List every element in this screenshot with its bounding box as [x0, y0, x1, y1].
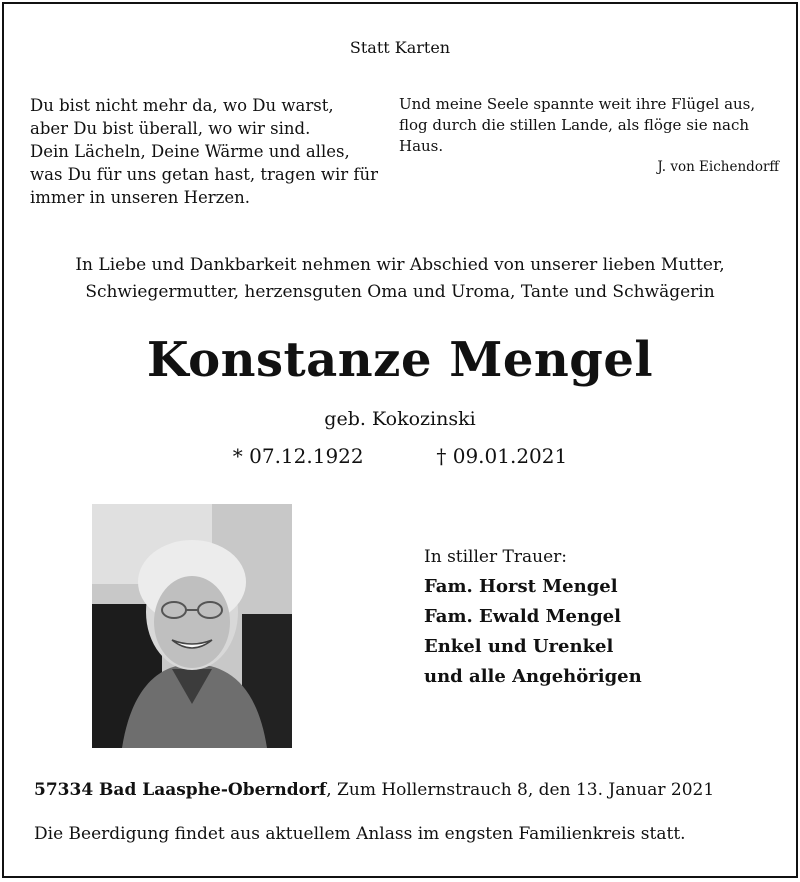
- mourner-line: und alle Angehörigen: [424, 666, 642, 687]
- mourners-block: [424, 542, 642, 692]
- poem-line: immer in unseren Herzen.: [30, 188, 250, 207]
- mourner-line: Fam. Horst Mengel: [424, 576, 618, 597]
- address-line: [34, 780, 714, 800]
- address-town: 57334 Bad Laasphe-Oberndorf: [34, 780, 327, 800]
- address-details: , Zum Hollernstrauch 8, den 13. Januar 2021: [326, 780, 715, 800]
- obituary-notice: [2, 2, 798, 878]
- intro-line: Schwiegermutter, herzensguten Oma und Uroma, Tante und Schwägerin: [85, 282, 715, 302]
- birth-date: * 07.12.1922: [232, 444, 364, 468]
- portrait-photo: [92, 504, 292, 748]
- funeral-note: Die Beerdigung findet aus aktuellem Anlass im engsten Familienkreis statt.: [34, 824, 686, 844]
- poem-line: Dein Lächeln, Deine Wärme und alles,: [30, 142, 350, 161]
- intro-line: In Liebe und Dankbarkeit nehmen wir Abschied von unserer lieben Mutter,: [75, 255, 725, 275]
- poem-right: [399, 94, 779, 178]
- intro-text: [4, 252, 796, 306]
- poem-line: aber Du bist überall, wo wir sind.: [30, 119, 311, 138]
- mourner-line: Enkel und Urenkel: [424, 636, 614, 657]
- header-text: Statt Karten: [349, 38, 451, 57]
- poem-line: flog durch die stillen Lande, als flöge sie nach Haus.: [399, 116, 750, 155]
- mourner-line: Fam. Ewald Mengel: [424, 606, 621, 627]
- deceased-name: Konstanze Mengel: [146, 332, 654, 388]
- poem-line: Du bist nicht mehr da, wo Du warst,: [30, 96, 334, 115]
- birth-name: geb. Kokozinski: [324, 408, 476, 430]
- mourners-intro: In stiller Trauer:: [424, 547, 567, 567]
- portrait-illustration: [92, 504, 292, 748]
- poem-line: Und meine Seele spannte weit ihre Flügel aus,: [399, 95, 756, 113]
- poem-author: J. von Eichendorff: [657, 159, 779, 175]
- life-dates: [4, 444, 796, 468]
- death-date: † 09.01.2021: [436, 444, 568, 468]
- poem-left: [30, 94, 378, 209]
- poem-line: was Du für uns getan hast, tragen wir für: [30, 165, 379, 184]
